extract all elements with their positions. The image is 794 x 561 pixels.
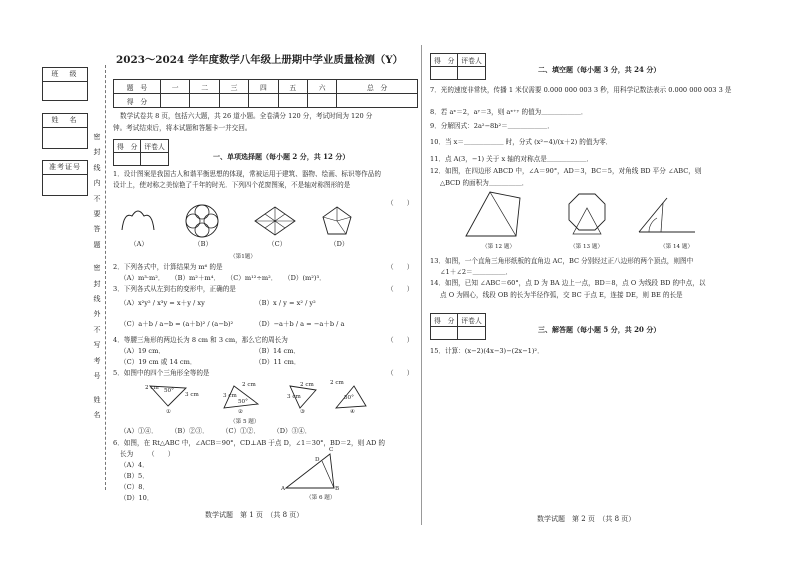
q12-line-1: 12．如图，在四边形 ABCD 中，∠A＝90°，AD＝3，BC＝5，对角线 BD 平分 ∠ABC，则 <box>430 167 702 175</box>
grader-name-label: 评卷人 <box>458 54 485 67</box>
grader-name-cell[interactable] <box>458 327 485 340</box>
q2-answer-paren[interactable]: （ ） <box>387 263 414 271</box>
score-header-cell: 一 <box>161 80 190 94</box>
q2-options: （A）m³·m²． （B）m²＋m⁴． （C）m¹²÷m²． （D）(m²)³． <box>120 274 326 282</box>
q5-label-2cm-c: 2 cm <box>300 382 314 388</box>
q5-label-2cm-d: 2 cm <box>330 380 344 386</box>
q5-caption: （第 5 题） <box>230 419 260 425</box>
grader-score-cell[interactable] <box>114 153 141 166</box>
q14-caption: （第 14 题） <box>660 244 694 250</box>
score-table-header <box>114 80 418 94</box>
page2-footer: 数学试题 第 2 页 （共 8 页） <box>537 515 636 523</box>
name-box <box>42 113 88 149</box>
score-cell[interactable] <box>307 94 336 108</box>
grader-box-3 <box>430 313 486 340</box>
score-table <box>113 79 418 108</box>
score-header-cell: 四 <box>249 80 278 94</box>
binding-line-char: 名 <box>93 410 101 419</box>
grader-name-cell[interactable] <box>458 67 485 80</box>
binding-line-char: 线 <box>93 295 101 304</box>
binding-line-char: 不 <box>93 194 101 203</box>
binding-line-char: 外 <box>93 310 101 319</box>
q5-label-3cm-c: 3 cm <box>287 394 301 400</box>
q5-options: （A）①④． （B）②③． （C）①②． （D）③④． <box>120 427 312 435</box>
q7-text: 7．光的速度非常快，传播 1 米仅需要 0.000 000 003 3 秒，用科学记数法表示 0.000 000 003 3 是 <box>430 86 732 94</box>
binding-line-char: 密 <box>93 264 101 273</box>
binding-line-char: 号 <box>93 372 101 381</box>
exam-number-label: 准考证号 <box>43 161 87 175</box>
q1-line-2: 设计上，使对称之美惊艳了千年的时光．下列四个花窗图案，不是轴对称图形的是 <box>113 181 351 189</box>
q11-text: 11．点 A(3，−1) 关于 x 轴的对称点是＿＿＿＿＿＿． <box>430 155 594 163</box>
grader-name-label: 评卷人 <box>141 140 168 153</box>
q6-option-c: （C）8． <box>120 483 150 491</box>
q4-option-b: （B）14 cm． <box>255 347 301 355</box>
q5-label-50deg-a: 50° <box>164 388 174 394</box>
q3-option-d: （D）−a＋b / a = −a＋b / a <box>255 320 345 328</box>
q13-figure <box>565 190 609 236</box>
score-cell[interactable] <box>219 94 248 108</box>
exam-title: 2023～2024 学年度数学八年级上册期中学业质量检测（Y） <box>116 54 404 66</box>
q4-option-a: （A）19 cm． <box>120 347 165 355</box>
q6-option-a: （A）4． <box>120 461 149 469</box>
score-cell[interactable] <box>161 94 190 108</box>
q3-answer-paren[interactable]: （ ） <box>387 285 414 293</box>
q12-caption: （第 12 题） <box>482 244 516 250</box>
score-header-cell: 总 分 <box>337 80 418 94</box>
q6-line-2: 长为 <box>120 450 134 458</box>
q5-label-50deg-d: 50° <box>344 395 354 401</box>
page-divider <box>421 45 422 525</box>
grader-score-label: 得 分 <box>431 314 458 327</box>
q1-option-b: （B） <box>194 240 213 248</box>
q5-circled-3: ③ <box>300 409 306 415</box>
score-cell[interactable] <box>337 94 418 108</box>
section2-title: 二、填空题（每小题 3 分，共 24 分） <box>538 65 661 74</box>
binding-line-char: 线 <box>93 163 101 172</box>
section3-title: 三、解答题（每小题 5 分，共 20 分） <box>538 325 661 334</box>
q1-figure-a <box>118 206 158 236</box>
q10-text: 10．当 x＝＿＿＿＿＿＿ 时，分式 (x²−4)/(x＋2) 的值为零． <box>430 138 613 146</box>
binding-line-text <box>92 132 102 425</box>
q3-option-b: （B）x / y = x² / y² <box>255 299 316 307</box>
q2-text: 2．下列各式中，计算结果为 m⁶ 的是 <box>113 263 223 271</box>
q6-option-d: （D）10． <box>120 494 154 502</box>
intro-line-2: 钟。考试结束后，将本试题和答题卡一并交回。 <box>113 124 252 132</box>
name-label: 姓 名 <box>43 114 87 128</box>
q4-text: 4．等腰三角形的两边长为 8 cm 和 3 cm，那么它的周长为 <box>113 336 288 344</box>
q5-label-2cm-b: 2 cm <box>242 382 256 388</box>
binding-line-char: 写 <box>93 341 101 350</box>
q5-label-3cm-b: 3 cm <box>223 393 237 399</box>
score-cell[interactable] <box>249 94 278 108</box>
q13-line-2: ∠1＋∠2＝＿＿＿＿＿． <box>440 268 513 276</box>
q1-line-1: 1．设计图案是我国古人和谐平衡思想的体现，常被运用于建筑、器物、绘画、标识等作品的 <box>113 170 381 178</box>
q4-option-d: （D）11 cm． <box>255 358 301 366</box>
q3-text: 3．下列各式从左到右的变形中，正确的是 <box>113 285 236 293</box>
binding-line-char: 封 <box>93 148 101 157</box>
grader-score-cell[interactable] <box>431 67 458 80</box>
score-header-cell: 六 <box>307 80 336 94</box>
q1-option-a: （A） <box>130 240 148 248</box>
score-header-cell: 三 <box>219 80 248 94</box>
q5-label-3cm-a: 3 cm <box>185 392 199 398</box>
q6-caption: （第 6 题） <box>306 495 336 501</box>
q1-figure-c <box>253 205 297 237</box>
binding-dashed-line <box>105 65 106 490</box>
q6-label-a: A <box>281 486 286 492</box>
q1-figure-d <box>320 205 354 237</box>
q13-line-1: 13．如图，一个直角三角形纸板的直角边 AC，BC 分别经过正八边形的两个顶点，则图中 <box>430 257 694 265</box>
grader-score-label: 得 分 <box>431 54 458 67</box>
q6-label-d: D <box>315 457 320 463</box>
q8-text: 8．若 aˣ＝2，aʸ＝3，则 aˣ⁺ʸ 的值为＿＿＿＿＿＿． <box>430 108 588 116</box>
q5-label-2cm-a: 2 cm <box>145 385 159 391</box>
q1-option-c: （C） <box>268 240 287 248</box>
q5-circled-1: ① <box>166 409 172 415</box>
q1-figure-b <box>183 203 221 239</box>
q5-circled-4: ④ <box>350 409 356 415</box>
q5-text: 5．如图中的四个三角形全等的是 <box>113 369 210 377</box>
q3-option-a: （A）x²y² / x³y = x＋y / xy <box>120 299 205 307</box>
class-label: 班 级 <box>43 68 87 82</box>
grader-score-label: 得 分 <box>114 140 141 153</box>
q6-option-b: （B）5． <box>120 472 149 480</box>
binding-line-char: 不 <box>93 325 101 334</box>
q9-text: 9．分解因式：2a²−8b²＝＿＿＿＿＿＿． <box>430 122 554 130</box>
q5-answer-paren[interactable]: （ ） <box>387 369 414 377</box>
q4-answer-paren[interactable]: （ ） <box>387 336 414 344</box>
grader-name-cell[interactable] <box>141 153 168 166</box>
q14-line-1: 14．如图，已知 ∠ABC＝60°，点 D 为 BA 边上一点，BD＝8，点 O 为线段 BD 的中点，以 <box>430 279 706 287</box>
binding-line-char: 姓 <box>93 395 101 404</box>
q12-figure <box>460 188 530 240</box>
q1-caption: （第1题） <box>230 254 256 260</box>
binding-line-char: 考 <box>93 356 101 365</box>
q5-label-50deg-b: 50° <box>238 399 248 405</box>
q1-answer-paren[interactable]: （ ） <box>387 199 414 207</box>
q14-figure <box>635 194 699 236</box>
score-table-row <box>114 94 418 108</box>
grader-score-cell[interactable] <box>431 327 458 340</box>
grader-name-label: 评卷人 <box>458 314 485 327</box>
binding-line-char: 答 <box>93 225 101 234</box>
q3-option-c: （C）a＋b / a−b = (a＋b)² / (a−b)² <box>120 320 234 328</box>
q1-option-d: （D） <box>330 240 349 248</box>
score-cell[interactable] <box>278 94 307 108</box>
binding-line-char: 要 <box>93 210 101 219</box>
q12-line-2: △BCD 的面积为＿＿＿＿＿． <box>440 179 529 187</box>
page1-footer: 数学试题 第 1 页 （共 8 页） <box>205 511 304 519</box>
q15-text: 15．计算：(x−2)(4x−3)−(2x−1)²． <box>430 347 544 355</box>
q6-answer-paren[interactable]: （ ） <box>148 450 175 458</box>
score-cell[interactable] <box>190 94 219 108</box>
q6-line-1: 6．如图，在 Rt△ABC 中，∠ACB＝90°，CD⊥AB 于点 D，∠1＝30°，BD＝2，则 AD 的 <box>113 439 385 447</box>
binding-line-char: 内 <box>93 179 101 188</box>
intro-line-1: 数学试卷共 8 页，包括六大题，共 26 道小题。全卷满分 120 分，考试时间为 120 分 <box>120 112 373 120</box>
class-box <box>42 67 88 101</box>
section1-title: 一、单项选择题（每小题 2 分，共 12 分） <box>213 152 350 161</box>
grader-box-2 <box>430 53 486 80</box>
grader-box-1 <box>113 139 169 166</box>
q6-figure <box>280 452 360 492</box>
score-row-label: 得 分 <box>114 94 161 108</box>
score-header-cell: 五 <box>278 80 307 94</box>
score-header-cell: 二 <box>190 80 219 94</box>
q13-caption: （第 13 题） <box>570 244 604 250</box>
binding-line-char: 题 <box>93 240 101 249</box>
q6-label-b: B <box>335 486 340 492</box>
q14-line-2: 点 O 为圆心，线段 OB 的长为半径作弧，交 BC 于点 E，连接 DE，则 BE 的长是 <box>440 291 683 299</box>
exam-number-box <box>42 160 88 196</box>
q5-circled-2: ② <box>238 409 244 415</box>
binding-line-char: 密 <box>93 133 101 141</box>
binding-line-char: 封 <box>93 279 101 288</box>
q6-label-c: C <box>329 447 334 453</box>
score-header-cell: 题 号 <box>114 80 161 94</box>
q4-option-c: （C）19 cm 或 14 cm． <box>120 358 197 366</box>
q15-answer-area[interactable] <box>430 360 770 500</box>
